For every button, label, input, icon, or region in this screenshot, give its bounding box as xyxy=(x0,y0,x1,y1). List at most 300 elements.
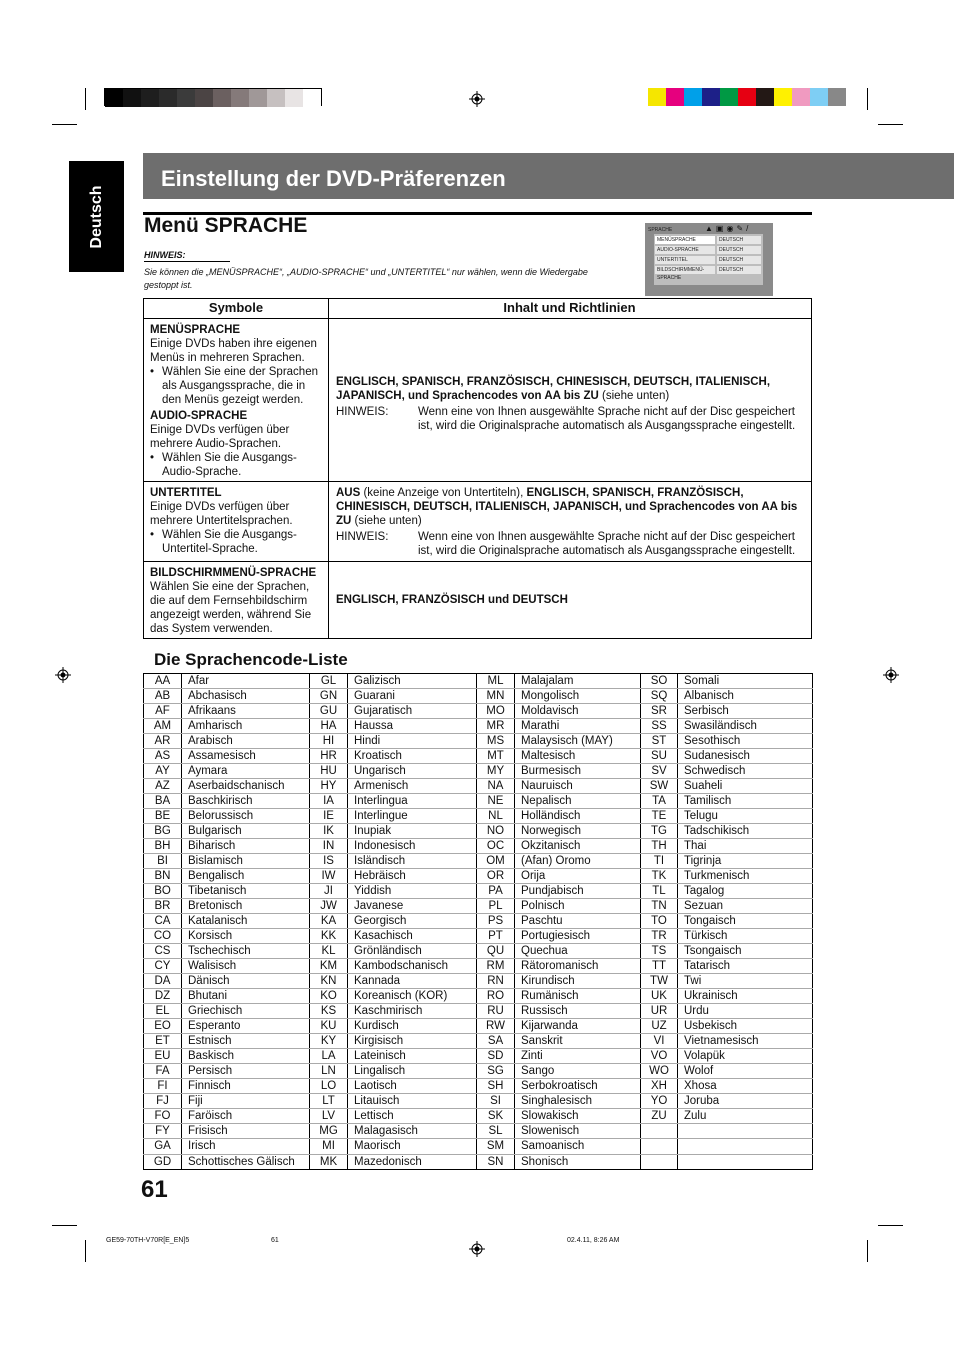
subtitle-text: Einige DVDs verfügen über mehrere Untertitelsprachen. xyxy=(150,501,293,527)
language-code: CO xyxy=(144,929,182,944)
registration-target-icon xyxy=(55,667,71,683)
language-code: VO xyxy=(641,1049,678,1064)
column-header-symbols: Symbole xyxy=(144,299,328,319)
language-code: KU xyxy=(310,1019,348,1034)
language-name: Baschkirisch xyxy=(182,794,310,809)
language-code: TR xyxy=(641,929,678,944)
language-code: JW xyxy=(310,899,348,914)
language-name: Amharisch xyxy=(182,719,310,734)
table-row xyxy=(144,1139,813,1154)
language-name: Volapük xyxy=(678,1049,813,1064)
language-name: Schwedisch xyxy=(678,764,813,779)
language-code: DA xyxy=(144,974,182,989)
crop-mark xyxy=(85,1240,86,1262)
language-code: AR xyxy=(144,734,182,749)
language-code: CA xyxy=(144,914,182,929)
language-name: Georgisch xyxy=(348,914,477,929)
language-code: PT xyxy=(477,929,515,944)
language-name xyxy=(678,1124,813,1139)
language-code: SV xyxy=(641,764,678,779)
language-code: SA xyxy=(477,1034,515,1049)
color-swatch xyxy=(720,88,738,106)
table-row xyxy=(144,1049,813,1064)
table-row xyxy=(144,944,813,959)
language-name: Tibetanisch xyxy=(182,884,310,899)
note-text: Sie können die „MENÜSPRACHE“, „AUDIO-SPRACHE“ und „UNTERTITEL“ nur wählen, wenn die Wiedergabe gestoppt ist. xyxy=(144,267,588,290)
language-name: Moldavisch xyxy=(515,704,641,719)
language-code: SL xyxy=(477,1124,515,1139)
language-name: Sango xyxy=(515,1064,641,1079)
language-name: Tigrinja xyxy=(678,854,813,869)
table-row xyxy=(144,704,813,719)
audio-language-bullet: • Wählen Sie die Ausgangs-Audio-Sprache. xyxy=(150,451,326,479)
language-code: MK xyxy=(310,1154,348,1170)
language-code: TA xyxy=(641,794,678,809)
language-name: Aymara xyxy=(182,764,310,779)
language-name: Tsongaisch xyxy=(678,944,813,959)
crop-mark xyxy=(878,124,903,125)
language-name: Grönländisch xyxy=(348,944,477,959)
language-code: MT xyxy=(477,749,515,764)
menu-language-heading: MENÜSPRACHE xyxy=(150,324,241,336)
osd-row xyxy=(655,256,762,264)
language-name: Serbisch xyxy=(678,704,813,719)
color-swatch xyxy=(159,89,177,107)
table-row xyxy=(144,989,813,1004)
language-name: Malajalam xyxy=(515,674,641,689)
color-swatch xyxy=(249,89,267,107)
language-code: RW xyxy=(477,1019,515,1034)
language-name: Serbokroatisch xyxy=(515,1079,641,1094)
crop-mark xyxy=(878,1225,903,1226)
color-swatch xyxy=(213,89,231,107)
subtitle-heading: UNTERTITEL xyxy=(150,487,222,499)
language-code: LA xyxy=(310,1049,348,1064)
language-code: UK xyxy=(641,989,678,1004)
language-code: TI xyxy=(641,854,678,869)
language-name: Lettisch xyxy=(348,1109,477,1124)
language-code: AS xyxy=(144,749,182,764)
language-name: Swasiländisch xyxy=(678,719,813,734)
subtitle-bullet: • Wählen Sie die Ausgangs-Untertitel-Sprache. xyxy=(150,528,326,556)
color-swatch xyxy=(285,89,303,107)
language-name: Nepalisch xyxy=(515,794,641,809)
language-code: LT xyxy=(310,1094,348,1109)
speaker-icon: ▲ xyxy=(705,224,713,233)
language-name: Holländisch xyxy=(515,809,641,824)
menu-language-text: Einige DVDs haben ihre eigenen Menüs in mehreren Sprachen. xyxy=(150,338,317,364)
table-row xyxy=(144,824,813,839)
language-name: Galizisch xyxy=(348,674,477,689)
note-label: HINWEIS: xyxy=(336,406,389,418)
osd-row xyxy=(655,246,762,254)
language-name: Baskisch xyxy=(182,1049,310,1064)
pen-icon: / xyxy=(746,224,749,233)
language-name: Vietnamesisch xyxy=(678,1034,813,1049)
language-name: Esperanto xyxy=(182,1019,310,1034)
osd-row-label: BILDSCHIRMMENÜ-SPRACHE xyxy=(655,266,715,274)
language-code: EO xyxy=(144,1019,182,1034)
osd-row-label: UNTERTITEL xyxy=(655,256,715,264)
footer-timestamp: 02.4.11, 8:26 AM xyxy=(567,1237,620,1244)
table-row xyxy=(144,809,813,824)
language-code: AY xyxy=(144,764,182,779)
registration-target-icon xyxy=(883,667,899,683)
language-code: TO xyxy=(641,914,678,929)
crop-mark xyxy=(52,124,77,125)
language-code: BH xyxy=(144,839,182,854)
language-code: TS xyxy=(641,944,678,959)
language-name: Sezuan xyxy=(678,899,813,914)
language-name: Bhutani xyxy=(182,989,310,1004)
osd-row-label: AUDIO-SPRACHE xyxy=(655,246,715,254)
table-row xyxy=(144,674,813,689)
language-code: OM xyxy=(477,854,515,869)
language-name: Polnisch xyxy=(515,899,641,914)
language-code: RM xyxy=(477,959,515,974)
language-code: KY xyxy=(310,1034,348,1049)
osd-row xyxy=(655,236,762,244)
language-name: Javanese xyxy=(348,899,477,914)
language-code: QU xyxy=(477,944,515,959)
language-code: MO xyxy=(477,704,515,719)
table-row xyxy=(144,1094,813,1109)
language-code: KM xyxy=(310,959,348,974)
language-name: Samoanisch xyxy=(515,1139,641,1154)
footer-page: 61 xyxy=(271,1237,279,1244)
language-code: AZ xyxy=(144,779,182,794)
table-row xyxy=(144,974,813,989)
language-code: IW xyxy=(310,869,348,884)
language-code: PS xyxy=(477,914,515,929)
language-name: Interlingua xyxy=(348,794,477,809)
crop-mark xyxy=(52,1225,77,1226)
language-code: TE xyxy=(641,809,678,824)
color-swatch xyxy=(303,89,321,107)
note-label: HINWEIS: xyxy=(336,531,389,543)
language-list: ENGLISCH, FRANZÖSISCH und DEUTSCH xyxy=(336,594,568,606)
table-row xyxy=(144,914,813,929)
language-name: Orija xyxy=(515,869,641,884)
language-name: Interlingue xyxy=(348,809,477,824)
registration-target-icon xyxy=(469,91,485,107)
language-name: Mazedonisch xyxy=(354,1155,422,1168)
table-row xyxy=(144,929,813,944)
column-header-content: Inhalt und Richtlinien xyxy=(328,299,811,319)
language-code: GD xyxy=(144,1154,182,1170)
language-code: TG xyxy=(641,824,678,839)
language-name: Guarani xyxy=(348,689,477,704)
language-name: Turkmenisch xyxy=(678,869,813,884)
table-row xyxy=(144,749,813,764)
language-name: Kirundisch xyxy=(515,974,641,989)
language-code: OC xyxy=(477,839,515,854)
language-code: IK xyxy=(310,824,348,839)
language-name: Sanskrit xyxy=(515,1034,641,1049)
language-name: Fiji xyxy=(182,1094,310,1109)
language-name: Tongaisch xyxy=(678,914,813,929)
see-below-text: (siehe unten) xyxy=(351,515,422,527)
color-swatch xyxy=(828,88,846,106)
osd-row xyxy=(655,266,762,281)
language-code: LO xyxy=(310,1079,348,1094)
language-code: KA xyxy=(310,914,348,929)
gray-swatch-bar xyxy=(104,88,322,106)
language-name: Marathi xyxy=(515,719,641,734)
language-name: Kurdisch xyxy=(348,1019,477,1034)
language-code: SK xyxy=(477,1109,515,1124)
language-code: BI xyxy=(144,854,182,869)
language-name: Shonisch xyxy=(521,1155,569,1168)
language-code: MI xyxy=(310,1139,348,1154)
language-name: Rätoromanisch xyxy=(515,959,641,974)
table-row xyxy=(144,839,813,854)
language-code: KL xyxy=(310,944,348,959)
table-divider xyxy=(328,299,329,638)
language-code: BO xyxy=(144,884,182,899)
language-code: KS xyxy=(310,1004,348,1019)
language-name: Tschechisch xyxy=(182,944,310,959)
language-list: ENGLISCH, SPANISCH, FRANZÖSISCH, CHINESISCH, DEUTSCH, ITALIENISCH, JAPANISCH, und Sprachencodes von AA bis ZU xyxy=(336,376,771,402)
language-name: Inupiak xyxy=(348,824,477,839)
language-name: Quechua xyxy=(515,944,641,959)
language-name: Indonesisch xyxy=(348,839,477,854)
table-row xyxy=(144,1109,813,1124)
language-code: GA xyxy=(144,1139,182,1154)
language-name: Bulgarisch xyxy=(182,824,310,839)
language-code: SN xyxy=(477,1154,515,1170)
language-name: Sudanesisch xyxy=(678,749,813,764)
language-code: DZ xyxy=(144,989,182,1004)
language-name: Tagalog xyxy=(678,884,813,899)
language-code: SO xyxy=(641,674,678,689)
language-name: Suaheli xyxy=(678,779,813,794)
table-divider xyxy=(144,561,811,562)
language-name: Ukrainisch xyxy=(678,989,813,1004)
table-row xyxy=(144,1019,813,1034)
table-row xyxy=(144,869,813,884)
language-name: Arabisch xyxy=(182,734,310,749)
language-code: NO xyxy=(477,824,515,839)
language-code: MR xyxy=(477,719,515,734)
language-code: HA xyxy=(310,719,348,734)
color-swatch xyxy=(177,89,195,107)
language-code: BN xyxy=(144,869,182,884)
language-name: Slowenisch xyxy=(515,1124,641,1139)
table-row xyxy=(144,1004,813,1019)
language-name: Okzitanisch xyxy=(515,839,641,854)
language-name: Biharisch xyxy=(182,839,310,854)
table-row xyxy=(144,689,813,704)
language-code: MS xyxy=(477,734,515,749)
language-code: PA xyxy=(477,884,515,899)
language-name: Kasachisch xyxy=(348,929,477,944)
table-row xyxy=(144,1064,813,1079)
language-code: OR xyxy=(477,869,515,884)
language-name: Afar xyxy=(182,674,310,689)
language-code: TT xyxy=(641,959,678,974)
language-name: Burmesisch xyxy=(515,764,641,779)
language-code: RU xyxy=(477,1004,515,1019)
language-code: BA xyxy=(144,794,182,809)
language-name: Wolof xyxy=(678,1064,813,1079)
language-code: UZ xyxy=(641,1019,678,1034)
language-code: HR xyxy=(310,749,348,764)
language-name: Paschtu xyxy=(515,914,641,929)
language-code: WO xyxy=(641,1064,678,1079)
color-swatch xyxy=(810,88,828,106)
see-below-text: (siehe unten) xyxy=(598,390,670,402)
language-name: Ungarisch xyxy=(348,764,477,779)
language-name: Koreanisch (KOR) xyxy=(348,989,477,1004)
language-name: Katalanisch xyxy=(182,914,310,929)
language-name: Xhosa xyxy=(678,1079,813,1094)
language-code: ST xyxy=(641,734,678,749)
language-name: Bislamisch xyxy=(182,854,310,869)
note-text: Wenn eine von Ihnen ausgewählte Sprache nicht auf der Disc gespeichert ist, wird die Originalsprache automatisch als Ausgangssprache eingestellt. xyxy=(418,406,796,432)
language-name: Haussa xyxy=(348,719,477,734)
language-code: AF xyxy=(144,704,182,719)
language-code: MN xyxy=(477,689,515,704)
language-name: Sesothisch xyxy=(678,734,813,749)
language-code: FA xyxy=(144,1064,182,1079)
screen-icon: ▣ xyxy=(715,224,724,233)
tools-icon: ✎ xyxy=(736,224,744,233)
language-name: Yiddish xyxy=(348,884,477,899)
language-name: Kirgisisch xyxy=(348,1034,477,1049)
language-name: Irisch xyxy=(182,1139,310,1154)
language-code-table xyxy=(143,673,813,1170)
language-code: CS xyxy=(144,944,182,959)
subtitle-content xyxy=(336,486,808,558)
header-title: Einstellung der DVD-Präferenzen xyxy=(161,166,506,191)
note-label: HINWEIS: xyxy=(144,250,230,262)
language-code: BG xyxy=(144,824,182,839)
language-name: Tamilisch xyxy=(678,794,813,809)
language-name: Schottisches Gälisch xyxy=(188,1155,295,1168)
off-option: AUS xyxy=(336,487,361,499)
language-name: Maorisch xyxy=(348,1139,477,1154)
language-name xyxy=(678,1139,813,1154)
language-name: Korsisch xyxy=(182,929,310,944)
language-code: EL xyxy=(144,1004,182,1019)
language-name: Norwegisch xyxy=(515,824,641,839)
language-code: RO xyxy=(477,989,515,1004)
side-language-tab xyxy=(69,161,124,272)
menu-audio-content xyxy=(336,375,808,433)
subtitle-cell xyxy=(150,486,326,556)
color-swatch xyxy=(648,88,666,106)
language-code: HU xyxy=(310,764,348,779)
language-code: HY xyxy=(310,779,348,794)
language-name: Armenisch xyxy=(348,779,477,794)
table-row xyxy=(144,1154,813,1170)
language-name: Hebräisch xyxy=(348,869,477,884)
language-list: ENGLISCH, SPANISCH, FRANZÖSISCH, CHINESISCH, DEUTSCH, ITALIENISCH, JAPANISCH, und Sprachencodes von AA bis ZU xyxy=(336,487,798,527)
language-code: VI xyxy=(641,1034,678,1049)
color-swatch xyxy=(105,89,123,107)
language-name: Malaysisch (MAY) xyxy=(515,734,641,749)
color-swatch xyxy=(195,89,213,107)
language-code: NA xyxy=(477,779,515,794)
table-row xyxy=(144,959,813,974)
color-swatch xyxy=(684,88,702,106)
language-code: SM xyxy=(477,1139,515,1154)
language-code: YO xyxy=(641,1094,678,1109)
language-code: IS xyxy=(310,854,348,869)
language-code: ML xyxy=(477,674,515,689)
language-name: Kroatisch xyxy=(348,749,477,764)
language-code-list-title: Die Sprachencode-Liste xyxy=(154,650,348,669)
language-name: Walisisch xyxy=(182,959,310,974)
language-code: FJ xyxy=(144,1094,182,1109)
language-code: TL xyxy=(641,884,678,899)
language-name: Belorussisch xyxy=(182,809,310,824)
language-code: CY xyxy=(144,959,182,974)
table-row xyxy=(144,854,813,869)
language-code: FI xyxy=(144,1079,182,1094)
language-name: Pundjabisch xyxy=(515,884,641,899)
registration-target-icon xyxy=(469,1241,485,1257)
language-code: AB xyxy=(144,689,182,704)
table-row xyxy=(144,794,813,809)
language-name: Urdu xyxy=(678,1004,813,1019)
osd-row-value: DEUTSCH xyxy=(717,246,761,254)
language-code: MG xyxy=(310,1124,348,1139)
language-name: Maltesisch xyxy=(515,749,641,764)
language-name: Somali xyxy=(678,674,813,689)
language-name: Laotisch xyxy=(348,1079,477,1094)
language-name: Frisisch xyxy=(182,1124,310,1139)
color-swatch xyxy=(141,89,159,107)
language-name: Usbekisch xyxy=(678,1019,813,1034)
language-code: TW xyxy=(641,974,678,989)
menu-audio-cell xyxy=(150,323,326,479)
osd-row-value: DEUTSCH xyxy=(717,256,761,264)
language-code: PL xyxy=(477,899,515,914)
language-name: Estnisch xyxy=(182,1034,310,1049)
menu-language-bullet: • Wählen Sie eine der Sprachen als Ausgangssprache, die in den Menüs gezeigt werden. xyxy=(150,365,326,407)
language-name: Portugiesisch xyxy=(515,929,641,944)
onscreen-language-cell xyxy=(150,566,326,636)
language-name: Persisch xyxy=(182,1064,310,1079)
language-name: Telugu xyxy=(678,809,813,824)
onscreen-language-heading: BILDSCHIRMMENÜ-SPRACHE xyxy=(150,567,317,579)
osd-title: SPRACHE xyxy=(648,227,673,233)
language-code: TN xyxy=(641,899,678,914)
language-code xyxy=(641,1154,678,1170)
language-name: Afrikaans xyxy=(182,704,310,719)
language-name: Litauisch xyxy=(348,1094,477,1109)
language-name: Slowakisch xyxy=(515,1109,641,1124)
language-code: NE xyxy=(477,794,515,809)
language-code: LV xyxy=(310,1109,348,1124)
color-swatch xyxy=(756,88,774,106)
language-name: Kannada xyxy=(348,974,477,989)
color-swatch xyxy=(666,88,684,106)
language-name: Tadschikisch xyxy=(678,824,813,839)
language-name: Joruba xyxy=(678,1094,813,1109)
page-number: 61 xyxy=(141,1176,168,1203)
language-code: SU xyxy=(641,749,678,764)
audio-language-heading: AUDIO-SPRACHE xyxy=(150,410,248,422)
language-name: Malagasisch xyxy=(348,1124,477,1139)
language-name: Zulu xyxy=(678,1109,813,1124)
language-name: Twi xyxy=(678,974,813,989)
preferences-table xyxy=(143,298,812,639)
language-code xyxy=(641,1124,678,1139)
color-swatch xyxy=(231,89,249,107)
